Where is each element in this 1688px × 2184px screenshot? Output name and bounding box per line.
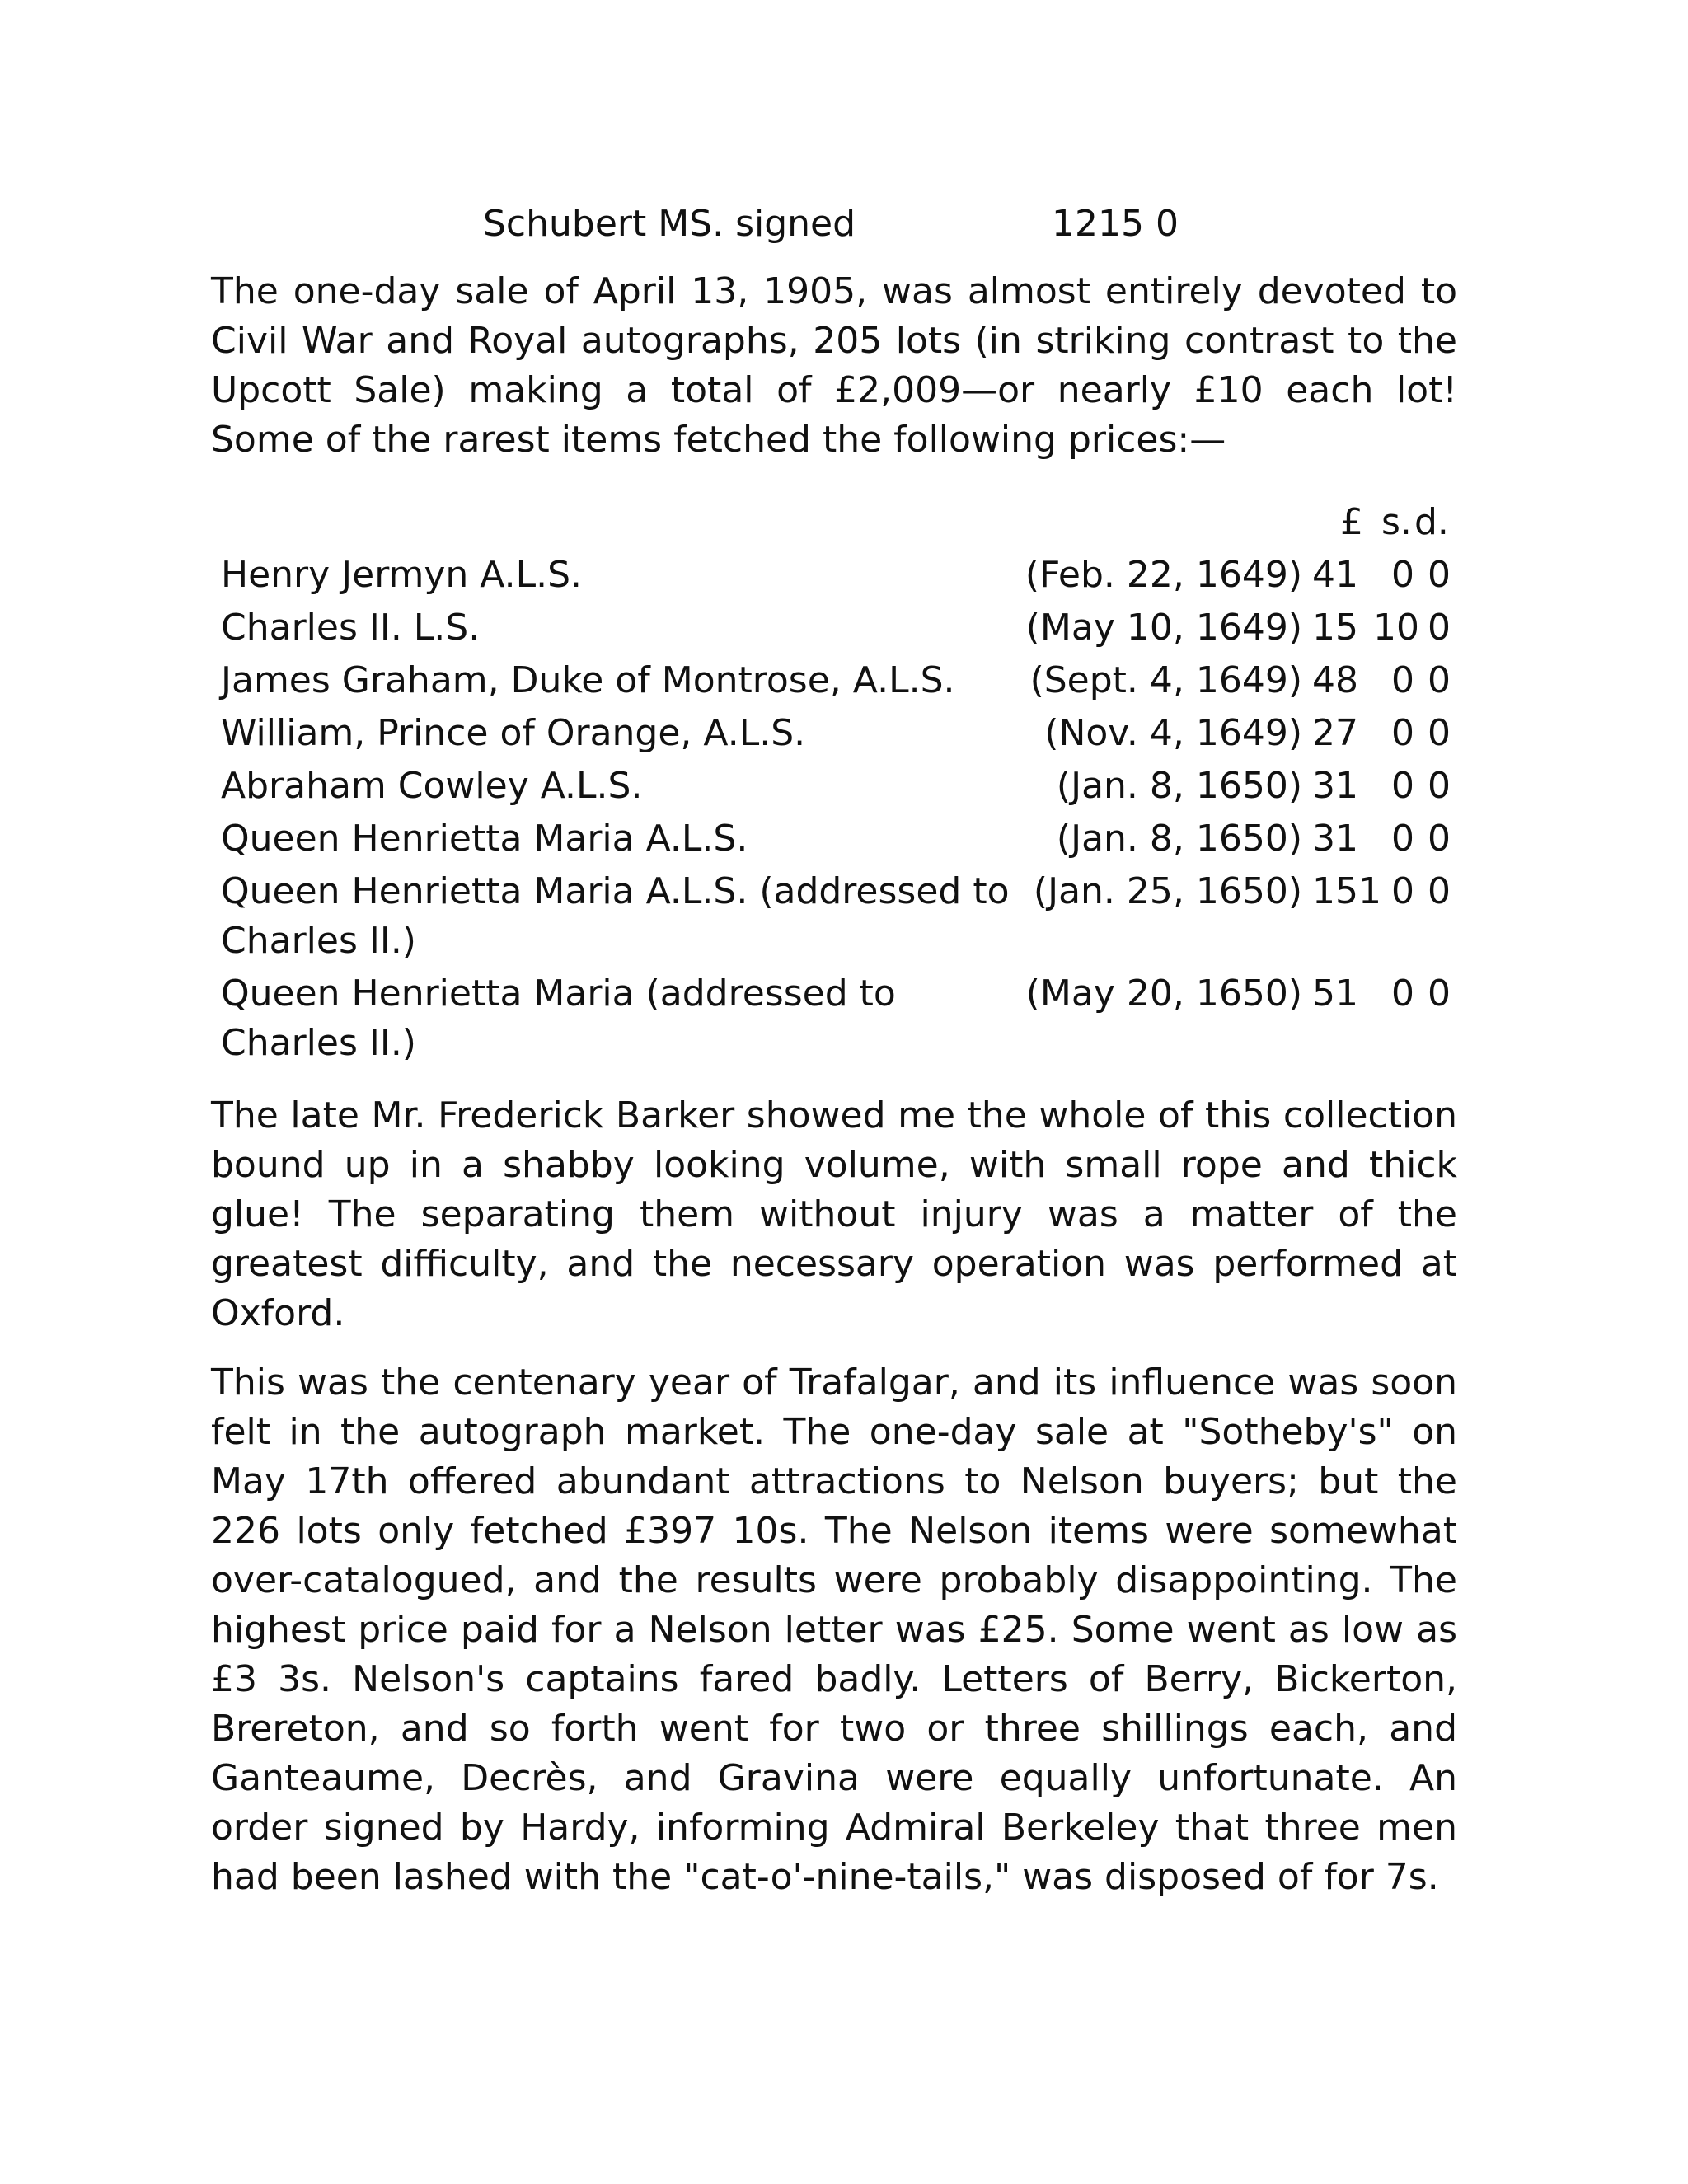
- row-name: Queen Henrietta Maria (addressed to Charles II.): [221, 972, 896, 1064]
- row-pence: 0: [1428, 765, 1451, 807]
- row-pence: 0: [1428, 870, 1451, 912]
- row-pounds: 151: [1312, 870, 1381, 912]
- row-pounds: 51: [1312, 972, 1358, 1015]
- entry-pounds: 12: [1052, 203, 1098, 245]
- row-pounds: 31: [1312, 818, 1358, 860]
- row-pence: 0: [1428, 972, 1451, 1015]
- row-date: (Jan. 8, 1650): [1056, 765, 1302, 807]
- table-row: [211, 762, 1457, 814]
- row-shillings: 0: [1391, 818, 1414, 860]
- row-pence: 0: [1428, 554, 1451, 596]
- row-shillings: 0: [1391, 712, 1414, 754]
- intro-paragraph: The one-day sale of April 13, 1905, was almost entirely devoted to Civil War and Royal autographs, 205 lots (in striking contrast to the Upcott Sale) making a total of £2,009—or nearly £10 each lot! Some of the rarest items fetched the following prices:—: [211, 270, 1457, 461]
- trafalgar-paragraph: This was the centenary year of Trafalgar, and its influence was soon felt in the autograph market. The one-day sale at "Sotheby's" on May 17th offered abundant attractions to Nelson buyers; but the 226 lots only fetched £397 10s. The Nelson items were somewhat over-catalogued, and the results were probably disappointing. The highest price paid for a Nelson letter was £25. Some went as low as £3 3s. Nelson's captains fared badly. Letters of Berry, Bickerton, Brereton, and so forth went for two or three shillings each, and Ganteaume, Decrès, and Gravina were equally unfortunate. An order signed by Hardy, informing Admiral Berkeley that three men had been lashed with the "cat-o'-nine-tails," was disposed of for 7s.: [211, 1361, 1457, 1898]
- row-pounds: 31: [1312, 765, 1358, 807]
- table-row: [211, 867, 1457, 969]
- table-row: [211, 551, 1457, 603]
- table-row: [211, 709, 1457, 762]
- table-row: [211, 969, 1457, 1071]
- row-date: (May 20, 1650): [1025, 972, 1302, 1015]
- document-page: [211, 198, 1457, 1902]
- row-pence: 0: [1428, 712, 1451, 754]
- row-date: (Sept. 4, 1649): [1029, 659, 1302, 701]
- row-shillings: 0: [1391, 972, 1414, 1015]
- row-shillings: 0: [1391, 659, 1414, 701]
- row-name: Charles II. L.S.: [221, 607, 481, 649]
- row-pence: 0: [1428, 607, 1451, 649]
- barker-paragraph: The late Mr. Frederick Barker showed me the whole of this collection bound up in a shabby looking volume, with small rope and thick glue! The separating them without injury was a matter of the greatest difficulty, and the necessary operation was performed at Oxford.: [211, 1094, 1457, 1334]
- row-date: (Feb. 22, 1649): [1025, 554, 1302, 596]
- table-row: [211, 603, 1457, 656]
- row-pence: 0: [1428, 818, 1451, 860]
- row-shillings: 0: [1391, 554, 1414, 596]
- row-name: Abraham Cowley A.L.S.: [221, 765, 643, 807]
- entry-title: Schubert MS. signed: [483, 203, 856, 245]
- table-row: [211, 656, 1457, 709]
- row-name: Queen Henrietta Maria A.L.S. (addressed to Charles II.): [221, 870, 1010, 962]
- entry-amount: [1052, 199, 1179, 249]
- row-date: (Nov. 4, 1649): [1044, 712, 1302, 754]
- row-shillings: 10: [1373, 607, 1419, 649]
- row-name: Henry Jermyn A.L.S.: [221, 554, 583, 596]
- schubert-entry: [211, 198, 1457, 257]
- entry-pence: 0: [1156, 203, 1179, 245]
- row-pounds: 15: [1312, 607, 1358, 649]
- row-date: (Jan. 25, 1650): [1033, 870, 1302, 912]
- header-pence: d.: [1414, 501, 1449, 543]
- row-pounds: 41: [1312, 554, 1358, 596]
- entry-shillings: 15: [1098, 203, 1144, 245]
- row-name: James Graham, Duke of Montrose, A.L.S.: [221, 659, 955, 701]
- row-shillings: 0: [1391, 870, 1414, 912]
- row-shillings: 0: [1391, 765, 1414, 807]
- row-date: (May 10, 1649): [1025, 607, 1302, 649]
- header-shillings: s.: [1381, 501, 1412, 543]
- header-pounds: £: [1340, 501, 1363, 543]
- price-table: [211, 498, 1457, 1071]
- price-table-rows: [211, 551, 1457, 1071]
- row-pounds: 27: [1312, 712, 1358, 754]
- row-name: Queen Henrietta Maria A.L.S.: [221, 818, 748, 860]
- row-name: William, Prince of Orange, A.L.S.: [221, 712, 806, 754]
- row-pounds: 48: [1312, 659, 1358, 701]
- price-table-header: [211, 498, 1457, 551]
- row-pence: 0: [1428, 659, 1451, 701]
- table-row: [211, 814, 1457, 867]
- row-date: (Jan. 8, 1650): [1056, 818, 1302, 860]
